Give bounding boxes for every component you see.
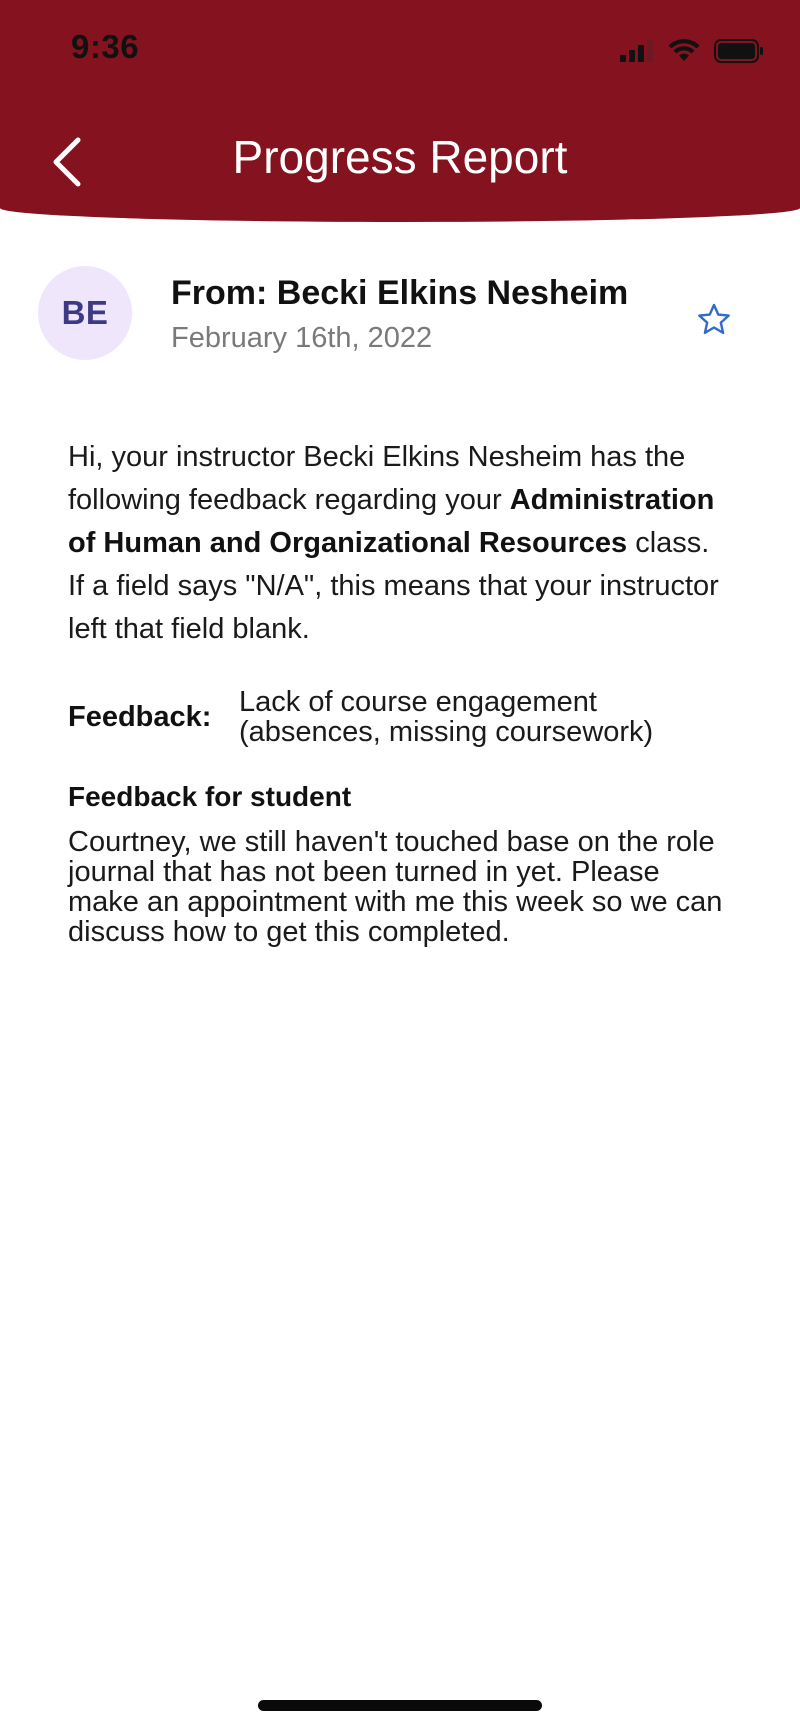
battery-icon xyxy=(714,39,764,63)
message-body xyxy=(68,436,728,947)
sender-row xyxy=(38,266,762,362)
cellular-signal-icon xyxy=(620,40,654,62)
student-feedback-heading: Feedback for student xyxy=(68,781,352,812)
home-indicator[interactable] xyxy=(258,1700,542,1711)
student-feedback-text: Courtney, we still haven't touched base on the role journal that has not been turned in yet. Please make an appointment with me this week so we can discuss how to get this completed. xyxy=(68,826,723,948)
course-name: Administration of Human and Organizational Resources xyxy=(68,484,715,559)
sender-name: From: Becki Elkins Nesheim xyxy=(171,274,629,312)
star-icon xyxy=(696,302,732,338)
message-date: February 16th, 2022 xyxy=(171,322,433,354)
feedback-value: Lack of course engagement (absences, missing coursework) xyxy=(239,686,654,748)
avatar-initials: BE xyxy=(61,294,109,331)
status-time: 9:36 xyxy=(71,28,140,65)
feedback-label: Feedback: xyxy=(68,700,212,733)
intro-text-end: class. If a field says "N/A", this means that your instructor left that field blank. xyxy=(68,527,719,645)
status-icons xyxy=(620,36,764,66)
avatar xyxy=(38,266,132,360)
intro-text-start: Hi, your instructor Becki Elkins Nesheim has the following feedback regarding your xyxy=(68,441,686,516)
page-title: Progress Report xyxy=(232,131,568,183)
feedback-row xyxy=(68,687,728,747)
favorite-button[interactable] xyxy=(696,302,732,338)
wifi-icon xyxy=(668,39,700,63)
header-bar xyxy=(0,0,800,222)
intro-text xyxy=(68,436,728,651)
